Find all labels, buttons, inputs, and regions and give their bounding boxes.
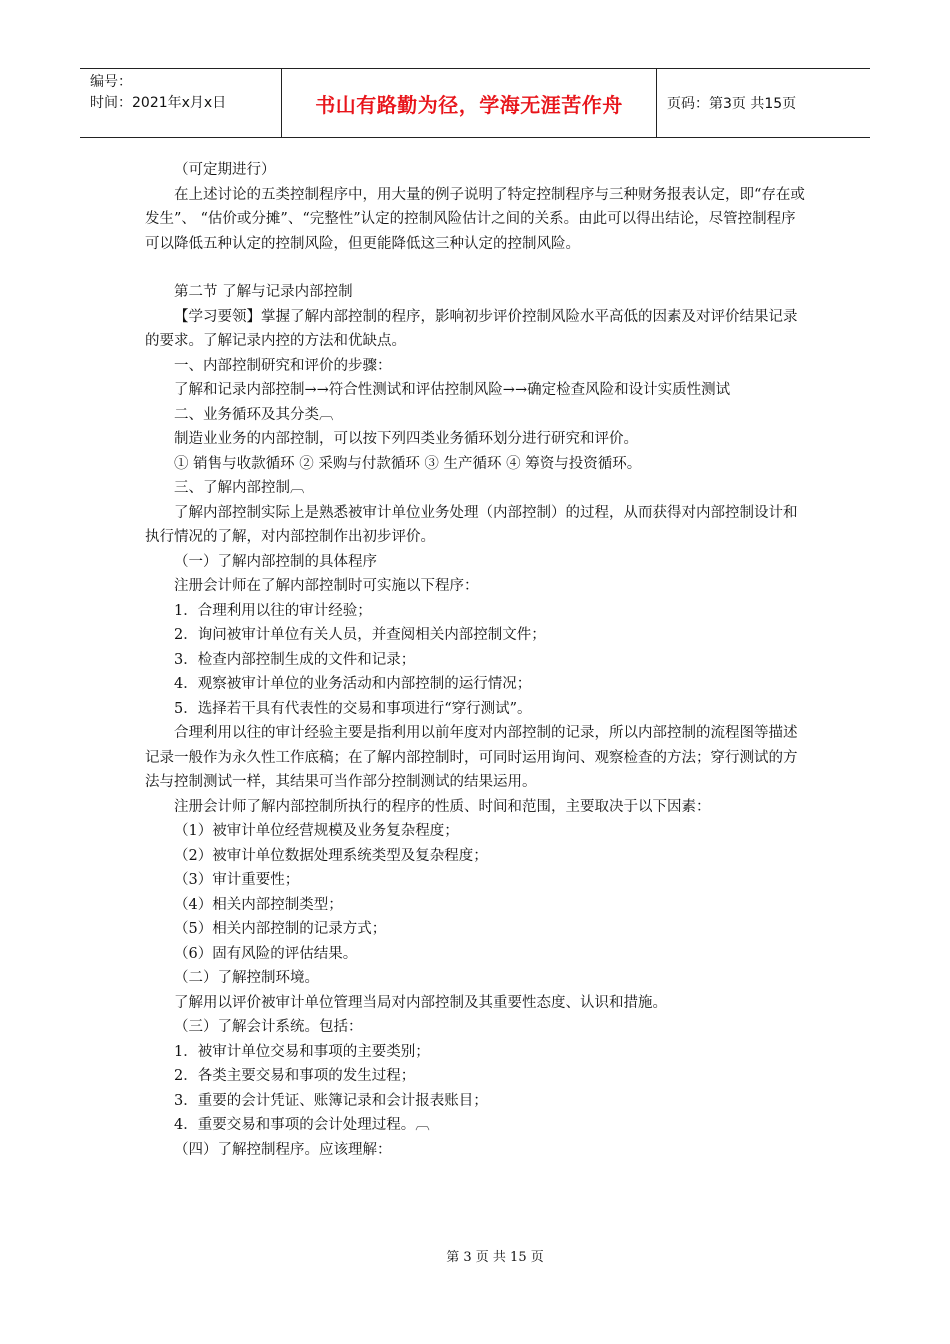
number-label: 编号： [90, 74, 132, 90]
heading: 二、业务循环及其分类︹ [174, 406, 334, 423]
list-item: 1．被审计单位交易和事项的主要类别； [174, 1043, 430, 1060]
paragraph: 了解和记录内部控制→→符合性测试和评估控制风险→→确定检查风险和设计实质性测试 [174, 382, 731, 398]
list-item: （6）固有风险的评估结果。 [174, 945, 358, 962]
header-meta [80, 69, 282, 137]
page-footer: 第 3 页 共 15 页 [446, 1250, 544, 1265]
subheading: （一）了解内部控制的具体程序 [174, 553, 377, 570]
list-item: （5）相关内部控制的记录方式； [174, 921, 387, 937]
heading: 一、内部控制研究和评价的步骤： [174, 357, 392, 374]
paragraph: （可定期进行） [174, 162, 276, 178]
header-page-info: 页码：第3页 共15页 [667, 96, 797, 112]
section-title: 第二节 了解与记录内部控制 [174, 284, 353, 300]
paragraph: 注册会计师了解内部控制所执行的程序的性质、时间和范围，主要取决于以下因素： [174, 798, 711, 815]
paragraph: 了解内部控制实际上是熟悉被审计单位业务处理（内部控制）的过程，从而获得对内部控制设计和执行情况的了解，对内部控制作出初步评价。 [145, 504, 798, 545]
page-header [80, 68, 870, 138]
list-item: 3．检查内部控制生成的文件和记录； [174, 651, 416, 668]
paragraph: 在上述讨论的五类控制程序中，用大量的例子说明了特定控制程序与三种财务报表认定，即“存在或发生”、 “估价或分摊”、“完整性”认定的控制风险估计之间的关系。由此可以得出结论，尽管控制程序可以降低五种认定的控制风险，但更能降低这三种认定的控制风险。 [145, 186, 805, 252]
heading: 三、了解内部控制︹ [174, 480, 305, 496]
list-item: （4）相关内部控制类型； [174, 896, 343, 913]
paragraph: 了解用以评价被审计单位管理当局对内部控制及其重要性态度、认识和措施。 [174, 994, 667, 1011]
subheading: （四）了解控制程序。应该理解： [174, 1141, 392, 1158]
time-label: 时间：2021年x月x日 [90, 95, 227, 111]
paragraph: 注册会计师在了解内部控制时可实施以下程序： [174, 578, 479, 594]
header-motto: 书山有路勤为径，学海无涯苦作舟 [282, 69, 657, 137]
list-item: 4．重要交易和事项的会计处理过程。︹ [174, 1117, 430, 1133]
subheading: （二）了解控制环境。 [174, 970, 319, 986]
paragraph: 合理利用以往的审计经验主要是指利用以前年度对内部控制的记录，所以内部控制的流程图等描述记录一般作为永久性工作底稿；在了解内部控制时，可同时运用询问、观察检查的方法；穿行测试的方法与控制测试一样，其结果可当作部分控制测试的结果运用。 [145, 725, 798, 790]
list-item: 2．各类主要交易和事项的发生过程； [174, 1068, 416, 1084]
list-item: 1．合理利用以往的审计经验； [174, 602, 372, 619]
document-body [145, 158, 810, 1162]
list-item: ① 销售与收款循环 ② 采购与付款循环 ③ 生产循环 ④ 筹资与投资循环。 [174, 455, 642, 472]
paragraph: 制造业业务的内部控制，可以按下列四类业务循环划分进行研究和评价。 [174, 431, 638, 447]
list-item: 2．询问被审计单位有关人员，并查阅相关内部控制文件； [174, 627, 546, 643]
list-item: 5．选择若干具有代表性的交易和事项进行“穿行测试”。 [174, 700, 532, 717]
list-item: （3）审计重要性； [174, 872, 300, 888]
paragraph: 【学习要领】掌握了解内部控制的程序，影响初步评价控制风险水平高低的因素及对评价结果记录的要求。了解记录内控的方法和优缺点。 [145, 308, 798, 349]
list-item: 3．重要的会计凭证、账簿记录和会计报表账目； [174, 1092, 488, 1109]
list-item: 4．观察被审计单位的业务活动和内部控制的运行情况； [174, 676, 532, 692]
list-item: （2）被审计单位数据处理系统类型及复杂程度； [174, 847, 488, 864]
subheading: （三）了解会计系统。包括： [174, 1019, 363, 1035]
list-item: （1）被审计单位经营规模及业务复杂程度； [174, 823, 459, 839]
